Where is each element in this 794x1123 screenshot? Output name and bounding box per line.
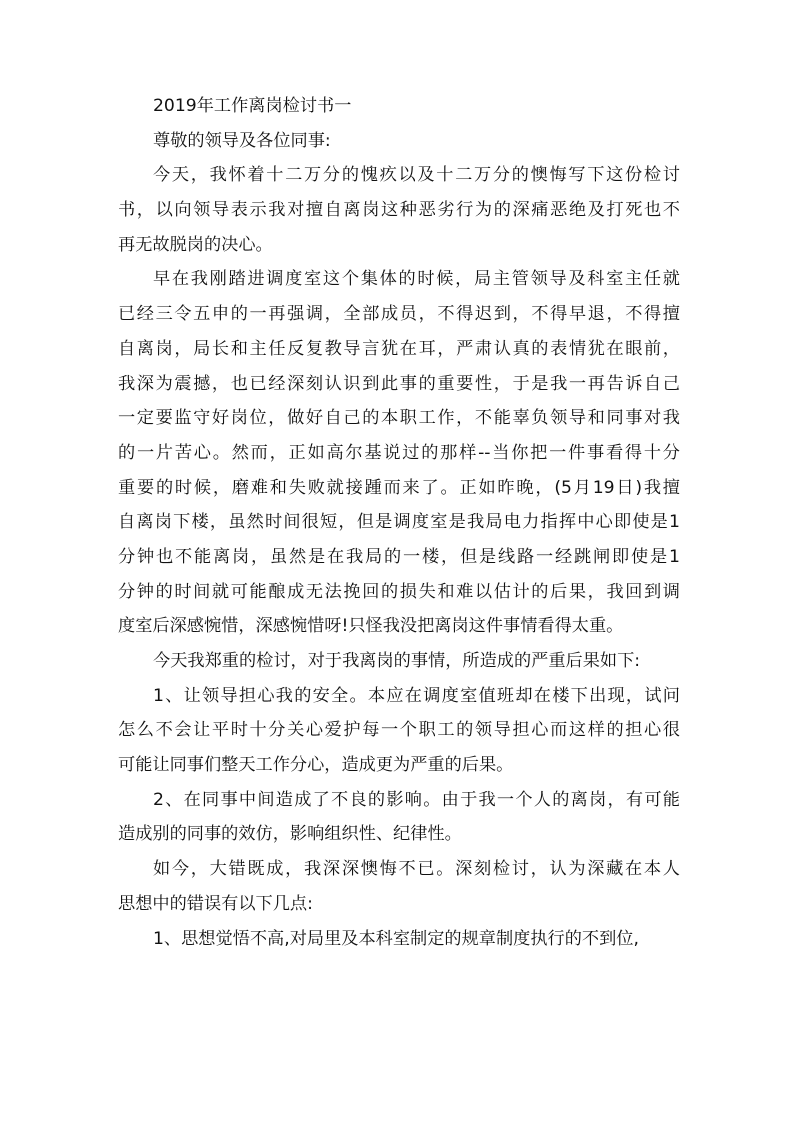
- paragraph-line: 书，以向领导表示我对擅自离岗这种恶劣行为的深痛恶绝及打死也不: [118, 200, 680, 221]
- paragraph-line: 自离岗，局长和主任反复教导言犹在耳，严肃认真的表情犹在眼前，: [118, 338, 680, 359]
- paragraph-line: 如今，大错既成，我深深懊悔不已。深刻检讨，认为深藏在本人: [153, 859, 680, 880]
- paragraph-line: 再无故脱岗的决心。: [118, 234, 273, 255]
- paragraph-line: 我深为震撼，也已经深刻认识到此事的重要性，于是我一再告诉自己: [118, 373, 680, 394]
- paragraph-line: 思想中的错误有以下几点:: [118, 893, 313, 914]
- paragraph-line: 1、思想觉悟不高,对局里及本科室制定的规章制度执行的不到位,: [153, 928, 639, 949]
- paragraph-6: [118, 852, 680, 921]
- document-body: [118, 89, 680, 956]
- paragraph-line: 分钟的时间就可能酿成无法挽回的损失和难以估计的后果，我回到调: [118, 581, 680, 602]
- paragraph-line: 2、在同事中间造成了不良的影响。由于我一个人的离岗，有可能: [153, 789, 680, 810]
- paragraph-line: 可能让同事们整天工作分心，造成更为严重的后果。: [118, 755, 514, 776]
- paragraph-line: 一定要监守好岗位，做好自己的本职工作，不能辜负领导和同事对我: [118, 408, 680, 429]
- paragraph-7: [118, 922, 680, 957]
- paragraph-3: [118, 644, 680, 679]
- salutation: 尊敬的领导及各位同事:: [153, 130, 331, 151]
- paragraph-4: [118, 679, 680, 783]
- paragraph-line: 今天，我怀着十二万分的愧疚以及十二万分的懊悔写下这份检讨: [153, 165, 680, 186]
- document-title: 2019年工作离岗检讨书一: [153, 96, 352, 116]
- paragraph-1: [118, 158, 680, 262]
- paragraph-line: 今天我郑重的检讨，对于我离岗的事情，所造成的严重后果如下:: [153, 651, 641, 671]
- paragraph-line: 自离岗下楼，虽然时间很短，但是调度室是我局电力指挥中心即使是1: [118, 512, 680, 533]
- paragraph-2: [118, 262, 680, 644]
- paragraph-line: 早在我刚踏进调度室这个集体的时候，局主管领导及科室主任就: [153, 269, 680, 290]
- paragraph-line: 已经三令五申的一再强调，全部成员，不得迟到，不得早退，不得擅: [118, 304, 680, 325]
- paragraph-line: 怎么不会让平时十分关心爱护每一个职工的领导担心而这样的担心很: [118, 720, 680, 741]
- paragraph-line: 分钟也不能离岗，虽然是在我局的一楼，但是线路一经跳闸即使是1: [118, 546, 680, 567]
- paragraph-line: 造成别的同事的效仿，影响组织性、纪律性。: [118, 824, 462, 845]
- paragraph-line: 的一片苦心。然而，正如高尔基说过的那样--当你把一件事看得十分: [118, 442, 680, 463]
- paragraph-line: 度室后深感惋惜，深感惋惜呀!只怪我没把离岗这件事情看得太重。: [118, 616, 624, 637]
- paragraph-line: 重要的时候，磨难和失败就接踵而来了。正如昨晚，(5月19日)我擅: [118, 477, 680, 498]
- paragraph-line: 1、让领导担心我的安全。本应在调度室值班却在楼下出现，试问: [153, 685, 680, 706]
- paragraph-5: [118, 783, 680, 852]
